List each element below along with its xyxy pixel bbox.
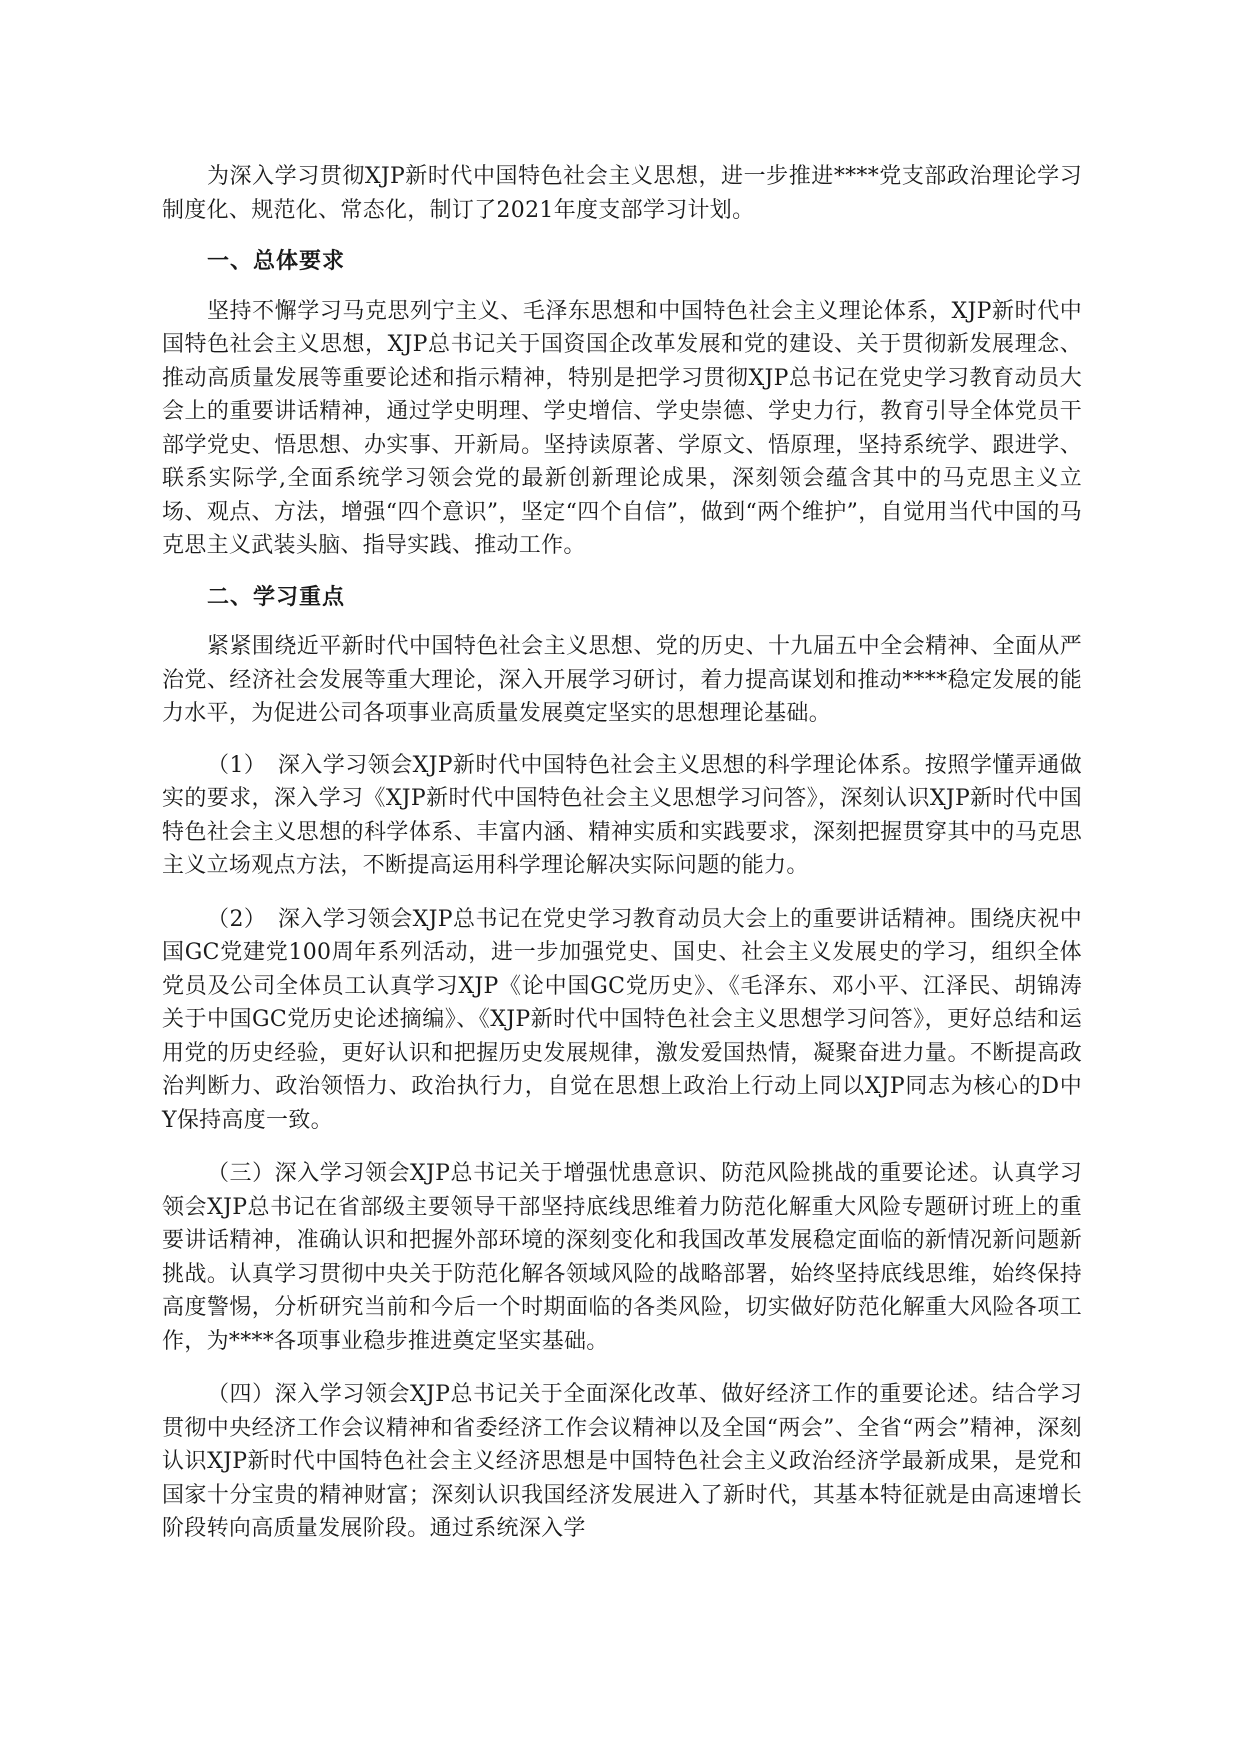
section-heading-overall-requirements: 一、总体要求: [207, 248, 346, 274]
section-body-study-focus: 紧紧围绕近平新时代中国特色社会主义思想、党的历史、十九届五中全会精神、全面从严治党、经济社会发展等重大理论，深入开展学习研讨，着力提高谋划和推动****稳定发展的能力水平，为促进公司各项事业高质量发展奠定坚实的思想理论基础。: [162, 634, 1082, 726]
document-body: [162, 160, 1082, 1566]
study-item-2: （2） 深入学习领会XJP总书记在党史学习教育动员大会上的重要讲话精神。围绕庆祝中国GC党建党100周年系列活动，进一步加强党史、国史、社会主义发展史的学习，组织全体党员及公司全体员工认真学习XJP《论中国GC党历史》、《毛泽东、邓小平、江泽民、胡锦涛关于中国GC党历史论述摘编》、《XJP新时代中国特色社会主义思想学习问答》，更好总结和运用党的历史经验，更好认识和把握历史发展规律，激发爱国热情，凝聚奋进力量。不断提高政治判断力、政治领悟力、政治执行力，自觉在思想上政治上行动上同以XJP同志为核心的D中Y保持高度一致。: [162, 906, 1082, 1133]
study-item-4: （四）深入学习领会XJP总书记关于全面深化改革、做好经济工作的重要论述。结合学习贯彻中央经济工作会议精神和省委经济工作会议精神以及全国“两会”、全省“两会”精神，深刻认识XJP新时代中国特色社会主义经济思想是中国特色社会主义政治经济学最新成果，是党和国家十分宝贵的精神财富；深刻认识我国经济发展进入了新时代，其基本特征就是由高速增长阶段转向高质量发展阶段。通过系统深入学: [162, 1382, 1082, 1541]
section-heading-study-focus: 二、学习重点: [207, 583, 346, 610]
study-item-1: （1） 深入学习领会XJP新时代中国特色社会主义思想的科学理论体系。按照学懂弄通做实的要求，深入学习《XJP新时代中国特色社会主义思想学习问答》，深刻认识XJP新时代中国特色社会主义思想的科学体系、丰富内涵、精神实质和实践要求，深刻把握贯穿其中的马克思主义立场观点方法，不断提高运用科学理论解决实际问题的能力。: [162, 752, 1082, 878]
section-body-overall-requirements: 坚持不懈学习马克思列宁主义、毛泽东思想和中国特色社会主义理论体系，XJP新时代中国特色社会主义思想，XJP总书记关于国资国企改革发展和党的建设、关于贯彻新发展理念、推动高质量发展等重要论述和指示精神，特别是把学习贯彻XJP总书记在党史学习教育动员大会上的重要讲话精神，通过学史明理、学史增信、学史崇德、学史力行，教育引导全体党员干部学党史、悟思想、办实事、开新局。坚持读原著、学原文、悟原理，坚持系统学、跟进学、联系实际学,全面系统学习领会党的最新创新理论成果，深刻领会蕴含其中的马克思主义立场、观点、方法，增强“四个意识”，坚定“四个自信”，做到“两个维护”，自觉用当代中国的马克思主义武装头脑、指导实践、推动工作。: [162, 298, 1082, 558]
intro-paragraph: 为深入学习贯彻XJP新时代中国特色社会主义思想，进一步推进****党支部政治理论学习制度化、规范化、常态化，制订了2021年度支部学习计划。: [162, 164, 1082, 223]
study-item-3: （三）深入学习领会XJP总书记关于增强忧患意识、防范风险挑战的重要论述。认真学习领会XJP总书记在省部级主要领导干部坚持底线思维着力防范化解重大风险专题研讨班上的重要讲话精神，准确认识和把握外部环境的深刻变化和我国改革发展稳定面临的新情况新问题新挑战。认真学习贯彻中央关于防范化解各领域风险的战略部署，始终坚持底线思维，始终保持高度警惕，分析研究当前和今后一个时期面临的各类风险，切实做好防范化解重大风险各项工作，为****各项事业稳步推进奠定坚实基础。: [162, 1161, 1082, 1354]
